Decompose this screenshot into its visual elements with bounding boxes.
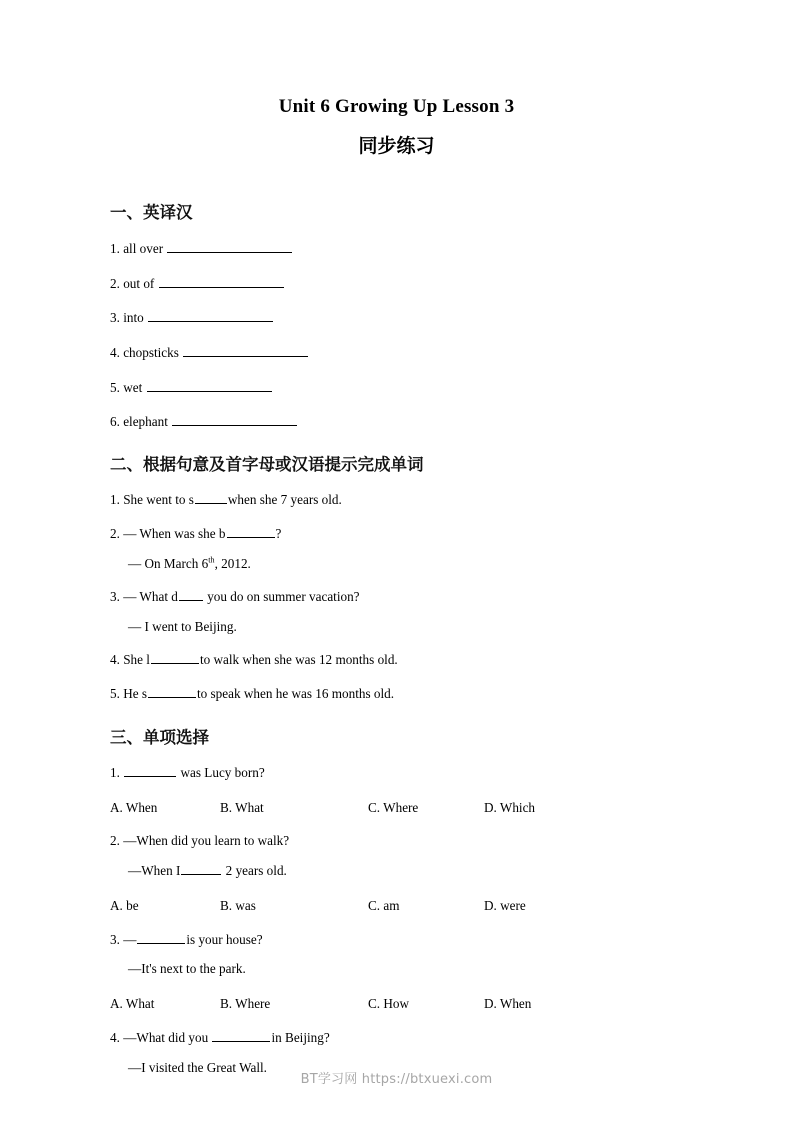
answer-text: — I went to Beijing.	[128, 618, 237, 634]
option-b[interactable]: B. was	[220, 897, 256, 913]
answer-blank[interactable]	[179, 588, 203, 601]
option-b[interactable]: B. What	[220, 799, 264, 815]
question-text: 5. He s	[110, 686, 147, 702]
answer-blank[interactable]	[151, 651, 199, 664]
item-label: 3. into	[110, 310, 144, 326]
answer-blank[interactable]	[195, 491, 227, 504]
answer-blank[interactable]	[172, 413, 297, 426]
list-item	[110, 833, 683, 850]
options-row	[110, 898, 683, 915]
section-3-list	[110, 764, 683, 1076]
answer-blank[interactable]	[148, 685, 196, 698]
question-text: 3. —	[110, 931, 137, 947]
question-text: 1. She went to s	[110, 492, 194, 508]
list-item	[110, 275, 683, 293]
answer-blank[interactable]	[227, 525, 275, 538]
question-text-tail: to speak when he was 16 months old.	[197, 686, 395, 702]
answer-text-tail: , 2012.	[214, 555, 251, 571]
list-item	[110, 525, 683, 543]
item-label: 2. out of	[110, 275, 155, 291]
list-item	[110, 1029, 683, 1047]
list-item	[110, 240, 683, 258]
answer-text: — On March 6	[128, 555, 209, 571]
answer-blank[interactable]	[137, 931, 185, 944]
list-item	[110, 685, 683, 703]
question-text-tail: you do on summer vacation?	[203, 589, 360, 605]
answer-text: —When I	[128, 863, 181, 879]
options-row	[110, 800, 683, 817]
question-text: 4. —What did you	[110, 1030, 212, 1046]
answer-blank[interactable]	[181, 862, 221, 875]
answer-blank[interactable]	[159, 275, 284, 288]
question-text: 1.	[110, 765, 124, 781]
option-c[interactable]: C. am	[368, 897, 400, 913]
answer-blank[interactable]	[147, 379, 272, 392]
option-a[interactable]: A. When	[110, 799, 158, 815]
question-text: 4. She l	[110, 652, 150, 668]
question-text-tail: when she 7 years old.	[227, 492, 342, 508]
list-item-answer	[110, 556, 683, 573]
option-d[interactable]: D. When	[484, 995, 532, 1011]
option-d[interactable]: D. Which	[484, 799, 536, 815]
option-a[interactable]: A. be	[110, 897, 139, 913]
option-d[interactable]: D. were	[484, 897, 526, 913]
answer-text: —I visited the Great Wall.	[128, 1059, 267, 1075]
answer-blank[interactable]	[167, 240, 292, 253]
section-2-list	[110, 491, 683, 702]
list-item	[110, 491, 683, 509]
section-1-list	[110, 240, 683, 431]
section-heading-2: 二、根据句意及首字母或汉语提示完成单词	[110, 454, 424, 474]
option-c[interactable]: C. How	[368, 995, 410, 1011]
question-text-tail: in Beijing?	[271, 1030, 330, 1046]
item-label: 1. all over	[110, 241, 164, 257]
list-item	[110, 309, 683, 327]
question-text: 3. — What d	[110, 589, 178, 605]
page-subtitle: 同步练习	[358, 134, 435, 157]
item-label: 4. chopsticks	[110, 345, 179, 361]
item-label: 6. elephant	[110, 414, 168, 430]
question-text-tail: is your house?	[186, 931, 263, 947]
list-item	[110, 931, 683, 949]
list-item	[110, 764, 683, 782]
list-item-answer	[110, 961, 683, 978]
answer-blank[interactable]	[212, 1029, 270, 1042]
option-a[interactable]: A. What	[110, 995, 155, 1011]
question-text-tail: ?	[275, 526, 282, 542]
watermark: BT学习网 https://btxuexi.com	[300, 1072, 493, 1087]
section-heading-3: 三、单项选择	[110, 727, 209, 747]
list-item	[110, 588, 683, 606]
option-c[interactable]: C. Where	[368, 799, 419, 815]
answer-blank[interactable]	[183, 344, 308, 357]
list-item	[110, 651, 683, 669]
section-heading-1: 一、英译汉	[110, 202, 193, 222]
list-item	[110, 413, 683, 431]
answer-blank[interactable]	[124, 764, 176, 777]
ordinal-suffix: th	[208, 555, 215, 565]
page-title: Unit 6 Growing Up Lesson 3	[278, 96, 515, 117]
answer-text-tail: 2 years old.	[222, 863, 287, 879]
list-item-answer	[110, 619, 683, 636]
answer-text: —It's next to the park.	[128, 961, 246, 977]
list-item	[110, 379, 683, 397]
answer-blank[interactable]	[148, 309, 273, 322]
list-item-answer	[110, 862, 683, 880]
question-text-tail: to walk when she was 12 months old.	[199, 652, 398, 668]
options-row	[110, 996, 683, 1013]
option-b[interactable]: B. Where	[220, 995, 271, 1011]
item-label: 5. wet	[110, 379, 143, 395]
question-text: 2. — When was she b	[110, 526, 226, 542]
question-text: 2. —When did you learn to walk?	[110, 832, 290, 848]
list-item	[110, 344, 683, 362]
question-text-tail: was Lucy born?	[177, 765, 265, 781]
